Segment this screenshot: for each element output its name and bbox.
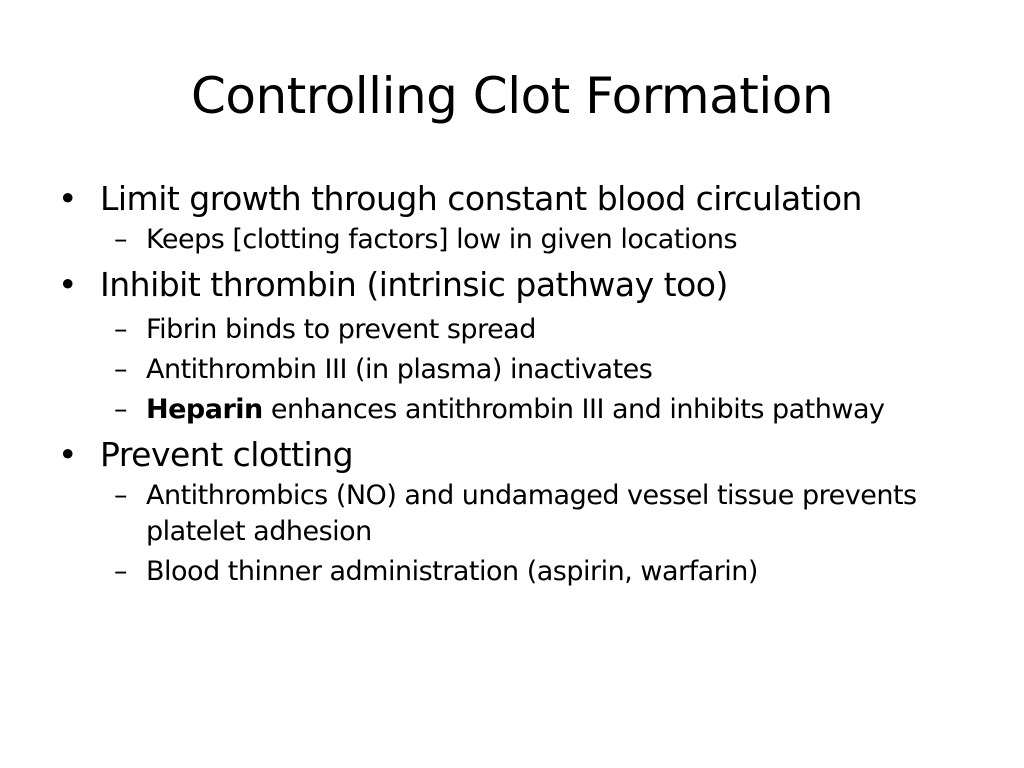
bullet-icon: • [58,435,77,474]
dash-icon: – [114,394,127,425]
sub-bullet-text: Blood thinner administration (aspirin, warfarin) [146,556,758,587]
dash-icon: – [114,314,127,345]
sub-bullet-bold-text: Heparin [146,394,263,425]
bullet-icon: • [58,265,77,304]
slide-body [56,176,986,590]
bullet-item [56,262,986,308]
sub-bullet-item [114,478,986,550]
slide-title: Controlling Clot Formation [190,67,834,125]
bullet-icon: • [58,179,77,218]
sub-bullet-item [114,352,986,388]
sub-bullet-item [114,312,986,348]
bullet-text: Limit growth through constant blood circulation [100,179,862,218]
dash-icon: – [114,480,127,511]
sub-bullet-item [114,222,986,258]
sub-bullet-item [114,392,986,428]
bullet-item [56,176,986,222]
dash-icon: – [114,224,127,255]
bullet-text: Prevent clotting [100,435,354,474]
dash-icon: – [114,556,127,587]
sub-bullet-text: enhances antithrombin III and inhibits pathway [262,394,885,425]
sub-bullet-text: Keeps [clotting factors] low in given locations [146,224,738,255]
sub-bullet-item [114,554,986,590]
sub-bullet-text: Antithrombin III (in plasma) inactivates [146,354,653,385]
sub-bullet-text: Antithrombics (NO) and undamaged vessel tissue prevents platelet adhesion [146,480,917,547]
bullet-text: Inhibit thrombin (intrinsic pathway too) [100,265,728,304]
dash-icon: – [114,354,127,385]
sub-bullet-text: Fibrin binds to prevent spread [146,314,536,345]
bullet-item [56,432,986,478]
